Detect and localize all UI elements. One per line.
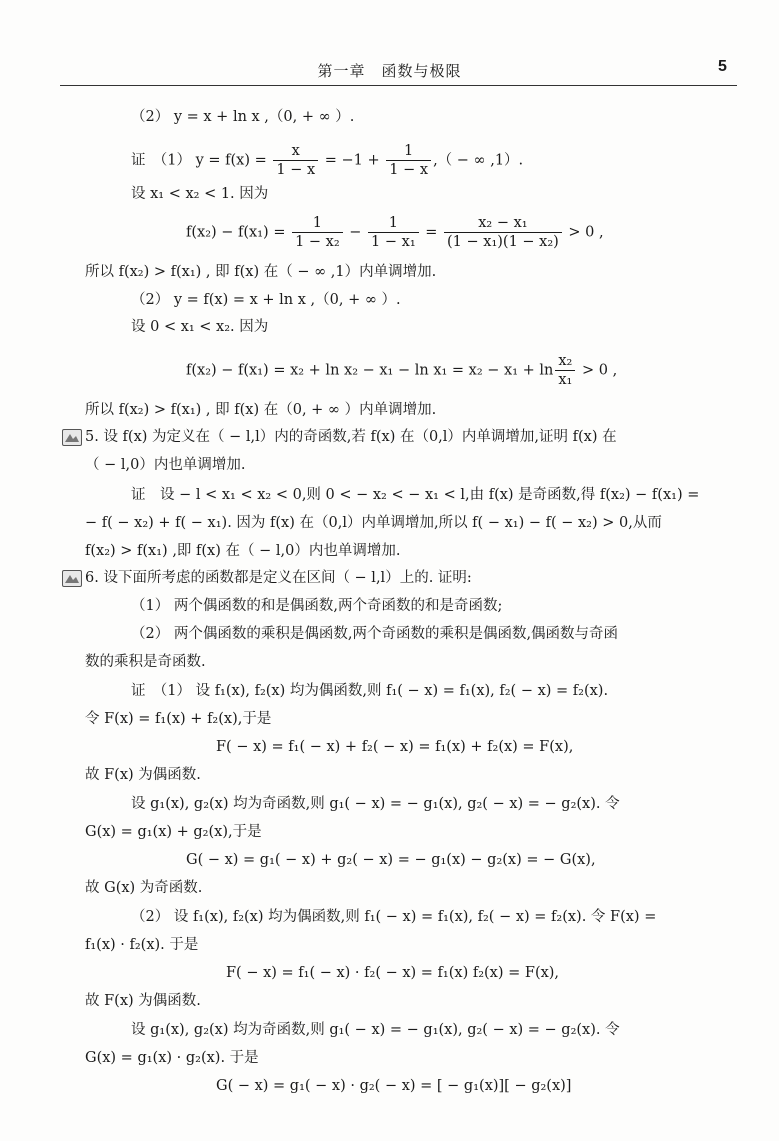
problem-marker-icon xyxy=(62,429,82,446)
fraction-denominator: 1 − x xyxy=(276,162,316,178)
text-line: G(x) = g₁(x) · g₂(x). 于是 xyxy=(85,1050,259,1066)
display-equation-1 xyxy=(186,214,604,251)
math-fragment: f(x₂) − f(x₁) = x₂ + ln x₂ − x₁ − ln x₁ = x₂ − x₁ + ln xyxy=(186,362,554,379)
text-line: 证 （1） 设 f₁(x), f₂(x) 均为偶函数,则 f₁( − x) = f₁(x), f₂( − x) = f₂(x). xyxy=(131,683,609,699)
text-line: 所以 f(x₂) > f(x₁) , 即 f(x) 在（0, + ∞ ）内单调增加. xyxy=(85,402,437,418)
fraction-numerator: 1 xyxy=(368,214,419,233)
display-equation-2 xyxy=(186,352,617,389)
text-line: （2） 设 f₁(x), f₂(x) 均为偶函数,则 f₁( − x) = f₁(x), f₂( − x) = f₂(x). 令 F(x) = xyxy=(131,909,657,925)
math-fragment: > 0 , xyxy=(563,224,604,241)
text-line: （2） y = x + ln x ,（0, + ∞ ）. xyxy=(131,109,355,125)
problem-marker-icon xyxy=(62,570,82,587)
display-equation-5: F( − x) = f₁( − x) · f₂( − x) = f₁(x) f₂(x) = F(x), xyxy=(226,965,560,981)
text-line: 设 x₁ < x₂ < 1. 因为 xyxy=(131,186,269,202)
text-line: G(x) = g₁(x) + g₂(x),于是 xyxy=(85,824,262,840)
text-line: 令 F(x) = f₁(x) + f₂(x),于是 xyxy=(85,711,272,727)
display-equation-6: G( − x) = g₁( − x) · g₂( − x) = [ − g₁(x)][ − g₂(x)] xyxy=(216,1078,572,1094)
math-line-proof-1 xyxy=(131,142,523,179)
fraction-denominator: 1 − x₂ xyxy=(295,234,340,250)
text-line: （ − l,0）内也单调增加. xyxy=(85,457,246,473)
text-line: − f( − x₂) + f( − x₁). 因为 f(x) 在（0,l）内单调增加,所以 f( − x₁) − f( − x₂) > 0,从而 xyxy=(85,515,662,531)
text-line: 故 F(x) 为偶函数. xyxy=(85,767,201,783)
text-line: f(x₂) > f(x₁) ,即 f(x) 在（ − l,0）内也单调增加. xyxy=(85,543,401,559)
fraction-numerator: x₂ − x₁ xyxy=(444,214,562,233)
chapter-title: 第一章 函数与极限 xyxy=(317,62,462,80)
text-line: 设 g₁(x), g₂(x) 均为奇函数,则 g₁( − x) = − g₁(x), g₂( − x) = − g₂(x). 令 xyxy=(131,1022,620,1038)
display-equation-4: G( − x) = g₁( − x) + g₂( − x) = − g₁(x) − g₂(x) = − G(x), xyxy=(186,852,596,868)
fraction-numerator: x xyxy=(273,142,318,161)
fraction xyxy=(444,214,562,251)
problem-6-statement: 6. 设下面所考虑的函数都是定义在区间（ − l,l）上的. 证明: xyxy=(85,570,472,586)
math-fragment: = −1 + xyxy=(320,152,385,169)
header-rule xyxy=(60,85,737,86)
math-fragment: − xyxy=(344,224,367,241)
math-fragment: > 0 , xyxy=(577,362,618,379)
fraction-denominator: (1 − x₁)(1 − x₂) xyxy=(447,234,559,250)
fraction-denominator: 1 − x₁ xyxy=(371,234,416,250)
math-fragment: ,（ − ∞ ,1）. xyxy=(433,152,524,169)
text-line: 故 G(x) 为奇函数. xyxy=(85,880,203,896)
text-line: （2） y = f(x) = x + ln x ,（0, + ∞ ）. xyxy=(131,292,401,308)
fraction xyxy=(273,142,318,179)
fraction-denominator: x₁ xyxy=(558,372,573,388)
fraction xyxy=(555,352,575,389)
fraction xyxy=(292,214,343,251)
text-line: 证 设 − l < x₁ < x₂ < 0,则 0 < − x₂ < − x₁ < l,由 f(x) 是奇函数,得 f(x₂) − f(x₁) = xyxy=(131,487,700,503)
text-line: 数的乘积是奇函数. xyxy=(85,654,206,670)
text-line: 设 0 < x₁ < x₂. 因为 xyxy=(131,319,269,335)
fraction xyxy=(386,142,431,179)
fraction-numerator: x₂ xyxy=(555,352,575,371)
display-equation-3: F( − x) = f₁( − x) + f₂( − x) = f₁(x) + f₂(x) = F(x), xyxy=(216,739,574,755)
text-line: （2） 两个偶函数的乘积是偶函数,两个奇函数的乘积是偶函数,偶函数与奇函 xyxy=(131,626,619,642)
text-line: 设 g₁(x), g₂(x) 均为奇函数,则 g₁( − x) = − g₁(x), g₂( − x) = − g₂(x). 令 xyxy=(131,796,620,812)
math-fragment: = xyxy=(420,224,443,241)
text-line: （1） 两个偶函数的和是偶函数,两个奇函数的和是奇函数; xyxy=(131,598,503,614)
fraction-denominator: 1 − x xyxy=(389,162,429,178)
math-fragment: 证 （1） y = f(x) = xyxy=(131,152,272,169)
text-line: 所以 f(x₂) > f(x₁) , 即 f(x) 在（ − ∞ ,1）内单调增加. xyxy=(85,264,437,280)
text-line: f₁(x) · f₂(x). 于是 xyxy=(85,937,199,953)
fraction-numerator: 1 xyxy=(386,142,431,161)
problem-5-statement: 5. 设 f(x) 为定义在（ − l,l）内的奇函数,若 f(x) 在（0,l）内单调增加,证明 f(x) 在 xyxy=(85,429,617,445)
text-line: 故 F(x) 为偶函数. xyxy=(85,993,201,1009)
page-number: 5 xyxy=(718,58,727,75)
fraction-numerator: 1 xyxy=(292,214,343,233)
fraction xyxy=(368,214,419,251)
math-fragment: f(x₂) − f(x₁) = xyxy=(186,224,291,241)
